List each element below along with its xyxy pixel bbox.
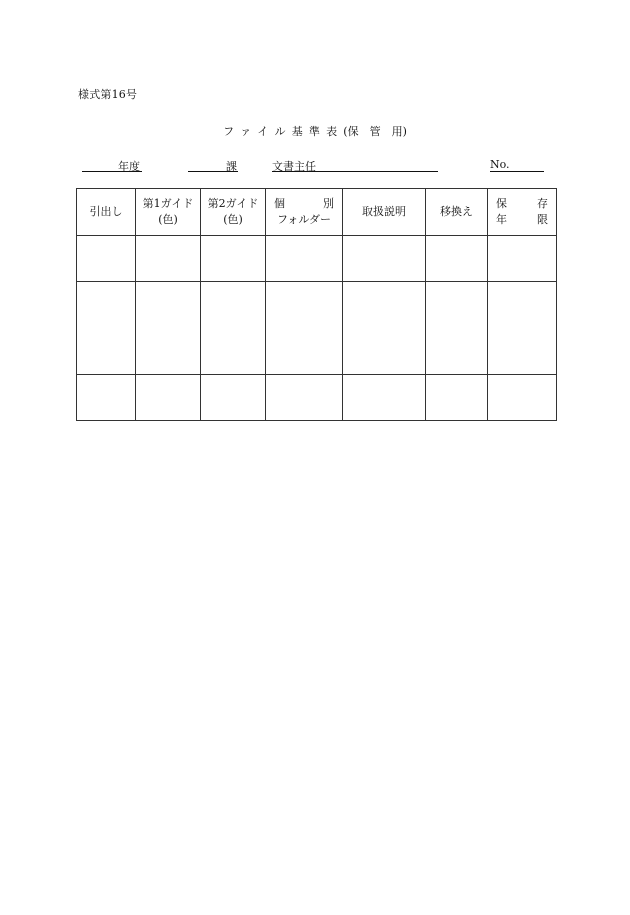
retention-line1: 保 存: [496, 197, 548, 210]
table-cell[interactable]: [136, 375, 201, 421]
year-label-underline: [118, 171, 142, 172]
guide2-line2: (色): [223, 213, 243, 226]
table-cell[interactable]: [343, 375, 426, 421]
folder-char-b: 別: [323, 197, 334, 210]
table-cell[interactable]: [77, 375, 136, 421]
folder-char-a: 個: [274, 197, 285, 210]
table-row: [77, 282, 557, 375]
table-cell[interactable]: [266, 236, 343, 282]
retention-line2: 年 限: [496, 213, 548, 226]
col-header-pull: 引出し: [77, 189, 136, 236]
table-header-row: [77, 189, 557, 236]
table-cell[interactable]: [488, 236, 557, 282]
year-blank[interactable]: [82, 171, 122, 172]
title-main: ファイル基準表: [223, 125, 344, 138]
table-cell[interactable]: [426, 375, 488, 421]
col-header-handling: 取扱説明: [343, 189, 426, 236]
table-cell[interactable]: [266, 282, 343, 375]
guide1-line2: (色): [158, 213, 178, 226]
table-cell[interactable]: [343, 282, 426, 375]
number-label: No.: [490, 158, 510, 171]
table-cell[interactable]: [136, 236, 201, 282]
section-label-underline: [226, 171, 238, 172]
table-row: [77, 375, 557, 421]
table-cell[interactable]: [77, 236, 136, 282]
folder-line1: [266, 196, 342, 212]
officer-blank[interactable]: [272, 171, 438, 172]
table-cell[interactable]: [201, 375, 266, 421]
col-header-transfer: 移換え: [426, 189, 488, 236]
table-cell[interactable]: [343, 236, 426, 282]
number-blank[interactable]: [490, 171, 544, 172]
table-cell[interactable]: [426, 236, 488, 282]
table-cell[interactable]: [201, 282, 266, 375]
guide1-line1: 第1ガイド: [142, 197, 194, 210]
document-title: [0, 123, 630, 139]
section-label: 課: [226, 160, 237, 173]
form-number: 様式第16号: [78, 88, 138, 101]
folder-line2: フォルダー: [276, 213, 331, 226]
table-cell[interactable]: [488, 375, 557, 421]
table-cell[interactable]: [488, 282, 557, 375]
table-cell[interactable]: [201, 236, 266, 282]
col-header-guide2: [201, 189, 266, 236]
col-header-retention: [488, 189, 557, 236]
section-blank[interactable]: [188, 171, 228, 172]
col-header-guide1: [136, 189, 201, 236]
title-sub: (保 管 用): [343, 125, 407, 138]
table-row: [77, 236, 557, 282]
year-label: 年度: [118, 160, 140, 173]
col-header-folder: [266, 189, 343, 236]
table-cell[interactable]: [136, 282, 201, 375]
file-standard-table: [76, 188, 557, 421]
table-cell[interactable]: [77, 282, 136, 375]
table-cell[interactable]: [426, 282, 488, 375]
guide2-line1: 第2ガイド: [207, 197, 259, 210]
officer-label: 文書主任: [272, 160, 316, 173]
table-cell[interactable]: [266, 375, 343, 421]
